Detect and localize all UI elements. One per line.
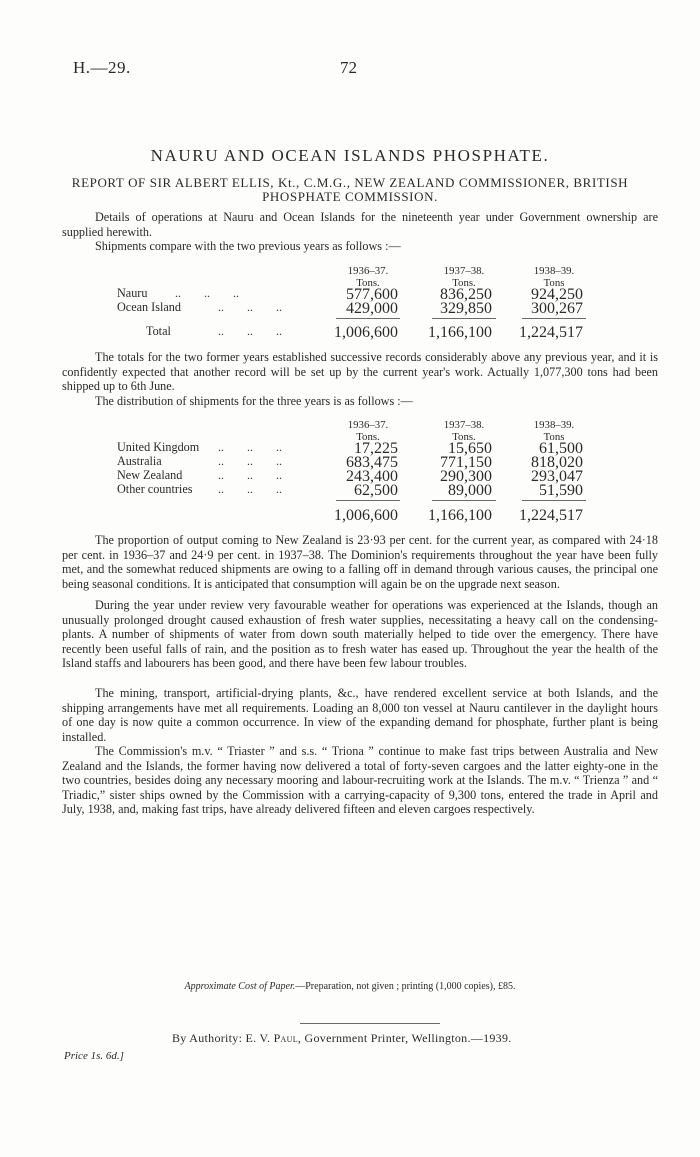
header-unit: Tons xyxy=(543,277,565,289)
dot-leader: .. .. .. xyxy=(218,324,282,338)
row-label: Ocean Island xyxy=(117,300,181,314)
paragraph-shipments-intro: Shipments compare with the two previous years as follows :— xyxy=(95,239,401,253)
row-label: Other countries xyxy=(117,482,193,496)
cell-1938: 1,224,517 xyxy=(519,324,583,341)
cell-1937: 836,250 xyxy=(440,286,492,303)
paragraph-plant: The mining, transport, artificial-drying plants, &c., have rendered excellent service at both Islands, and the shipping arrangements have met all requirements. Loading an 8,000 ton vessel at Nauru cantilever in the daylight hours of one day is now quite a common occurrence. In view of the expanding demand for phosphate, further plant is being installed. xyxy=(62,686,658,744)
printer-name: Paul xyxy=(273,1031,298,1045)
cell-1937: 329,850 xyxy=(440,300,492,317)
authority-prefix: By Authority: E. V. xyxy=(172,1031,274,1045)
cell-1937: 290,300 xyxy=(440,468,492,485)
cell-1936: 17,225 xyxy=(354,440,398,457)
subtotal-rule xyxy=(336,500,400,501)
report-reference: H.—29. xyxy=(73,58,131,77)
cell-1936: 577,600 xyxy=(346,286,398,303)
authority-suffix: , Government Printer, Wellington.—1939. xyxy=(297,1031,512,1045)
document-subtitle: REPORT OF SIR ALBERT ELLIS, Kt., C.M.G., NEW ZEALAND COMMISSIONER, BRITISH PHOSPHATE COMMISSION. xyxy=(71,175,629,204)
dot-leader: .. .. .. xyxy=(218,468,282,482)
header-unit: Tons xyxy=(543,431,565,443)
header-unit: Tons. xyxy=(356,431,380,443)
subtotal-rule xyxy=(432,500,496,501)
cell-1936: 62,500 xyxy=(354,482,398,499)
subtotal-rule xyxy=(336,318,400,319)
cell-1936: 243,400 xyxy=(346,468,398,485)
cell-1938: 1,224,517 xyxy=(519,507,583,524)
footer-rule xyxy=(300,1023,440,1024)
dot-leader: .. .. .. xyxy=(218,440,282,454)
dot-leader: .. .. .. xyxy=(218,482,282,496)
footnote-text: —Preparation, not given ; printing (1,000 copies), £85. xyxy=(295,981,516,992)
dot-leader: .. .. .. xyxy=(218,454,282,468)
paragraph-intro: Details of operations at Nauru and Ocean Islands for the nineteenth year under Government ownership are supplied herewith. xyxy=(62,210,658,239)
total-label: Total xyxy=(146,324,171,338)
header-year: 1937–38. xyxy=(443,265,485,277)
cell-1938: 293,047 xyxy=(531,468,583,485)
cell-1936: 1,006,600 xyxy=(334,324,398,341)
cell-1938: 51,590 xyxy=(539,482,583,499)
row-label: New Zealand xyxy=(117,468,183,482)
header-year: 1936–37. xyxy=(347,265,389,277)
printer-authority xyxy=(172,1031,512,1046)
cell-1937: 771,150 xyxy=(440,454,492,471)
cell-1937: 1,166,100 xyxy=(428,324,492,341)
footnote-label: Approximate Cost of Paper. xyxy=(184,981,296,992)
header-year: 1937–38. xyxy=(443,419,485,431)
header-year: 1938–39. xyxy=(533,419,575,431)
row-label: Australia xyxy=(117,454,162,468)
dot-leader: .. .. .. xyxy=(218,300,282,314)
cell-1938: 924,250 xyxy=(531,286,583,303)
cell-1936: 683,475 xyxy=(346,454,398,471)
paragraph-records: The totals for the two former years established successive records considerably above any previous year, and it is confidently expected that another record will be set up by the current year's work. Actually 1,077,300 tons had been shipped up to 6th June. xyxy=(62,350,658,394)
cell-1938: 300,267 xyxy=(531,300,583,317)
price-label: Price 1s. 6d.] xyxy=(64,1050,124,1062)
page-number: 72 xyxy=(340,58,357,77)
subtotal-rule xyxy=(522,318,586,319)
header-year: 1938–39. xyxy=(533,265,575,277)
cell-1937: 1,166,100 xyxy=(428,507,492,524)
cell-1936: 1,006,600 xyxy=(334,507,398,524)
row-label: Nauru xyxy=(117,286,148,300)
header-year: 1936–37. xyxy=(347,419,389,431)
subtotal-rule xyxy=(522,500,586,501)
document-title: NAURU AND OCEAN ISLANDS PHOSPHATE. xyxy=(150,146,550,165)
row-label: United Kingdom xyxy=(117,440,200,454)
paragraph-proportion: The proportion of output coming to New Zealand is 23·93 per cent. for the current year, as compared with 24·18 per cent. in 1936–37 and 24·9 per cent. in 1937–38. The Dominion's requirements throughout the year have been fully met, and the somewhat reduced shipments are owing to a falling off in demand through various causes, the principal one being seasonal conditions. It is anticipated that consumption will again be on the upgrade next season. xyxy=(62,533,658,591)
cell-1938: 61,500 xyxy=(539,440,583,457)
cell-1938: 818,020 xyxy=(531,454,583,471)
cell-1937: 15,650 xyxy=(448,440,492,457)
cost-footnote xyxy=(0,981,700,992)
paragraph-weather: During the year under review very favourable weather for operations was experienced at the Islands, though an unusually prolonged drought caused exhaustion of fresh water supplies, necessitating a heavy call on the condensing-plants. A number of shipments of water from down south materially helped to tide over the emergency. There have recently been useful falls of rain, and the position as to fresh water has eased up. Throughout the year the health of the Island staffs and labourers has been good, and there have been few labour troubles. xyxy=(62,598,658,671)
header-unit: Tons. xyxy=(452,277,476,289)
cell-1936: 429,000 xyxy=(346,300,398,317)
cell-1937: 89,000 xyxy=(448,482,492,499)
paragraph-distribution-intro: The distribution of shipments for the three years is as follows :— xyxy=(95,394,413,408)
dot-leader: .. .. .. xyxy=(175,286,239,300)
paragraph-ships: The Commission's m.v. “ Triaster ” and s.s. “ Triona ” continue to make fast trips between Australia and New Zealand and the Islands, the former having now delivered a total of forty-seven cargoes and the latter eighty-one in the two countries, besides doing any necessary mooring and labour-recruiting work at the Islands. The m.v. “ Trienza ” and “ Triadic,” sister ships owned by the Commission with a carrying-capacity of 9,300 tons, entered the trade in April and July, 1938, and, making fast trips, have already delivered fifteen and eleven cargoes respectively. xyxy=(62,744,658,817)
header-unit: Tons. xyxy=(452,431,476,443)
subtotal-rule xyxy=(432,318,496,319)
header-unit: Tons. xyxy=(356,277,380,289)
